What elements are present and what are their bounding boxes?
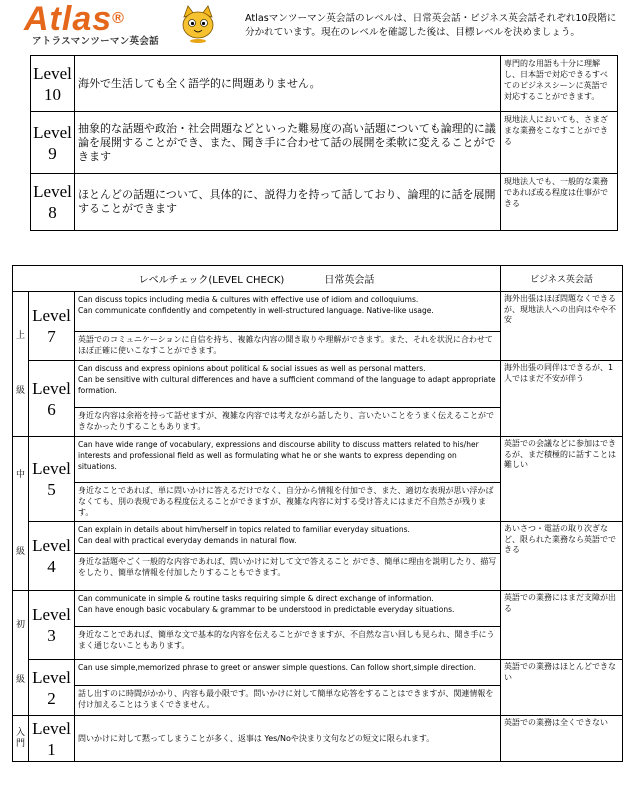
business-description: 現地法人においても、さまざまな業務をこなすことができる — [501, 112, 618, 174]
business-description: 英語での業務はほとんどできない — [501, 660, 623, 716]
level-cell: Level 1 — [29, 716, 75, 762]
level-description: 抽象的な話題や政治・社会問題などといった難易度の高い話題についても論理的に議論を展開することができ、また、聞き手に合わせて話の展開を柔軟に変えることができます — [75, 112, 501, 174]
business-description: 英語での業務にはまだ支障が出る — [501, 591, 623, 660]
grade-middle: 中 級 — [13, 437, 29, 591]
level-cell: Level 7 — [29, 292, 75, 361]
level-cell: Level 8 — [31, 174, 75, 231]
check-title: レベルチェック(LEVEL CHECK) — [138, 275, 285, 286]
table-row — [13, 292, 623, 332]
table-row — [13, 437, 623, 483]
japanese-description: 英語でのコミュニケーションに自信を持ち、複雑な内容の聞き取りや理解ができます。また、それを状況に合わせてほぼ正確に使いこなすことができます。 — [75, 332, 501, 361]
level-cell: Level 3 — [29, 591, 75, 660]
level-cell: Level 10 — [31, 56, 75, 112]
table-row — [13, 361, 623, 408]
business-description: 海外出張はほぼ問題なくできるが、現地法人への出向はやや不安 — [501, 292, 623, 361]
english-description: Can discuss topics including media & cultures with effective use of idiom and colloquiums. Can communicate confidently and competently in well-structured language. Native-like usage. — [75, 292, 501, 332]
business-label: ビジネス英会話 — [501, 266, 623, 292]
table-row — [31, 112, 618, 174]
table-row — [13, 522, 623, 554]
table-header-row — [13, 266, 623, 292]
english-description: Can communicate in simple & routine tasks requiring simple & direct exchange of information. Can have enough basic vocabulary & grammar to be understood in predictable everyday situations. — [75, 591, 501, 627]
check-header — [13, 266, 501, 292]
japanese-description: 身近な内容は余裕を持って話せますが、複雑な内容では考えながら話したり、言いたいことをうまく伝えることができなかったりすることもあります。 — [75, 408, 501, 437]
table-row — [13, 591, 623, 627]
upper-level-table — [30, 55, 618, 231]
level-cell: Level 9 — [31, 112, 75, 174]
grade-upper: 上 級 — [13, 292, 29, 437]
english-description: Can explain in details about him/herself in topics related to familiar everyday situations. Can deal with practical everyday demands in natural flow. — [75, 522, 501, 554]
japanese-description: 身近な話題やごく一般的な内容であれば、問いかけに対して文で答えること ができ、簡単に理由を説明したり、描写をしたり、簡単な情報を付加したりすることもできます。 — [75, 554, 501, 591]
grade-intro: 入 門 — [13, 716, 29, 762]
business-description: 専門的な用語も十分に理解し、日本語で対応できるすべてのビジネスシーンに英語で対応することができます。 — [501, 56, 618, 112]
table-row — [31, 56, 618, 112]
level-check-table — [12, 265, 623, 762]
business-description: 英語での会議などに参加はできるが、まだ積極的に話すことは難しい — [501, 437, 623, 522]
table-row — [31, 174, 618, 231]
japanese-description: 話し出すのに時間がかかり、内容も最小限です。問いかけに対して簡単な応答をすることはできますが、関連情報を付け加えることはうまくできません。 — [75, 686, 501, 716]
daily-label: 日常英会話 — [324, 275, 375, 286]
english-description: Can have wide range of vocabulary, expressions and discourse ability to discuss matters related to his/her interests and professional field as well as formulating what he or she wants to express depending on situations. — [75, 437, 501, 483]
level-cell: Level 6 — [29, 361, 75, 437]
logo: Atlas® — [24, 0, 125, 38]
english-description: Can discuss and express opinions about political & social issues as well as personal matters. Can be sensitive with cultural differences and have a sufficient command of the language to adapt appropriate formation. — [75, 361, 501, 408]
grade-beginner: 初 級 — [13, 591, 29, 716]
japanese-description: 身近なことであれば、簡単な文で基本的な内容を伝えることができますが、不自然な言い回しも見られ、聞き手にうまく通じないこともあります。 — [75, 627, 501, 660]
table-row — [13, 716, 623, 762]
japanese-description: 問いかけに対して黙ってしまうことが多く、返事は Yes/Noや決まり文句などの短文に限られます。 — [75, 716, 501, 762]
english-description: Can use simple,memorized phrase to greet or answer simple questions. Can follow short,simple direction. — [75, 660, 501, 686]
japanese-description: 身近なことであれば、単に問いかけに答えるだけでなく、自分から情報を付加でき、また、適切な表現が思い浮かばなくても、別の表現である程度伝えることができますが、複雑な内容に対する受け答えにはまだ不自然さが残ります。 — [75, 483, 501, 522]
logo-subtitle: アトラスマンツーマン英会話 — [32, 36, 159, 47]
business-description: 英語での業務は全くできない — [501, 716, 623, 762]
business-description: 海外出張の同伴はできるが、1人ではまだ不安が伴う — [501, 361, 623, 437]
level-description: ほとんどの話題について、具体的に、説得力を持って話しており、論理的に話を展開することができます — [75, 174, 501, 231]
level-cell: Level 4 — [29, 522, 75, 591]
table-row — [13, 660, 623, 686]
cat-mascot-icon — [180, 5, 216, 43]
level-cell: Level 5 — [29, 437, 75, 522]
business-description: あいさつ・電話の取り次ぎなど、限られた業務なら英語でできる — [501, 522, 623, 591]
level-description: 海外で生活しても全く語学的に問題ありません。 — [75, 56, 501, 112]
intro-text: Atlasマンツーマン英会話のレベルは、日常英会話・ビジネス英会話それぞれ10段階に分かれています。現在のレベルを確認した後は、目標レベルを決めましょう。 — [245, 13, 617, 38]
level-cell: Level 2 — [29, 660, 75, 716]
business-description: 現地法人でも、一般的な業務であれば或る程度は仕事ができる — [501, 174, 618, 231]
